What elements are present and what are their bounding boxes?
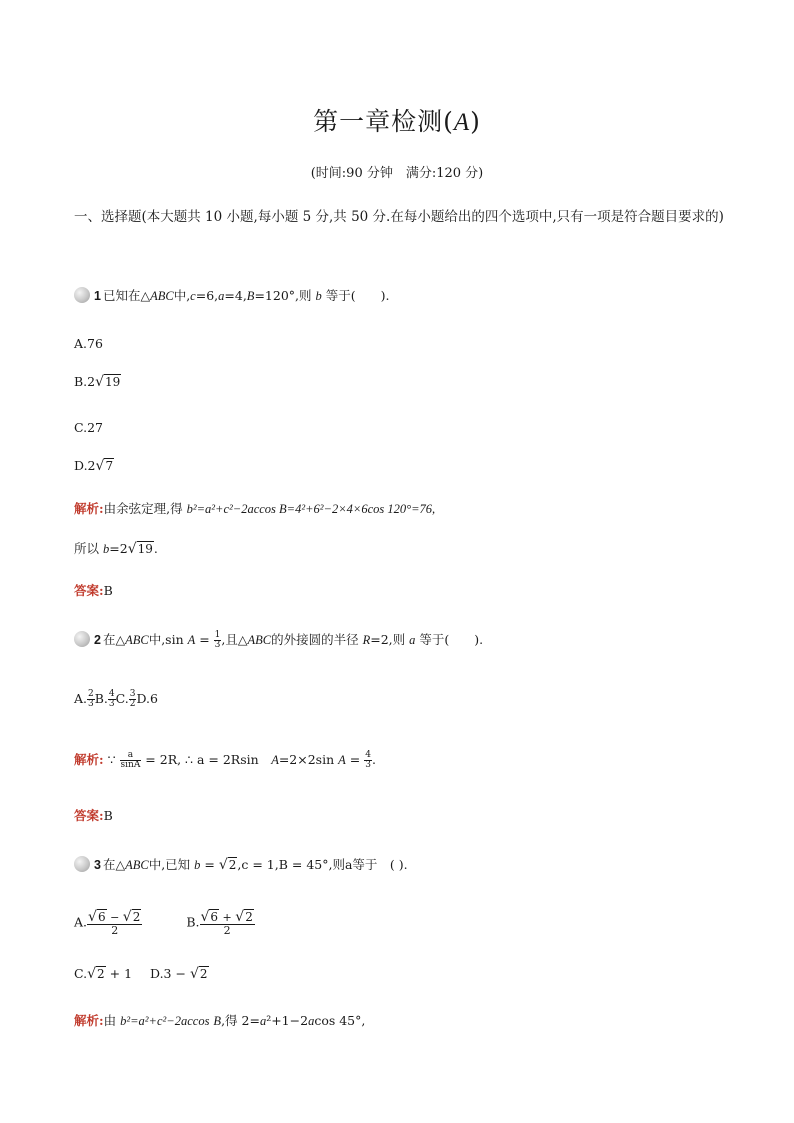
q3-options-ab: A. $\frac{√6 - √2}{2}$ B. $\frac{√6 + √2}{2}$	[74, 909, 253, 937]
answer-label: 答案:	[74, 583, 104, 598]
q1-option-c: C.27	[74, 420, 103, 435]
q3-solution: 解析:由 b²=a²+c²−2accos B,得 2=a²+1−2acos 45°,	[74, 1013, 366, 1028]
q3-options-cd: C.√2 + 1 D.3 − √2	[74, 966, 208, 982]
question-3: 3 在△ABC中,已知 b = √2,c = 1,B = 45°,则a等于 ( ).	[74, 855, 408, 873]
question-1: 1 已知在△ABC中,c=6,a=4,B=120°,则 b 等于( ).	[74, 286, 389, 304]
q2-answer: 答案:B	[74, 808, 113, 823]
analysis-label: 解析:	[74, 501, 104, 516]
section-heading: 一、选择题(本大题共 10 小题,每小题 5 分,共 50 分.在每小题给出的四个选项中,只有一项是符合题目要求的)	[74, 209, 724, 225]
question-2: 2 在△ABC中,sin A = $\frac{1}{3}$ ,且△ABC的外接圆的半径 R=2,则 a 等于( ).	[74, 630, 483, 650]
page-subtitle: (时间:90 分钟 满分:120 分)	[310, 166, 484, 181]
question-marker-icon	[74, 856, 90, 872]
question-marker-icon	[74, 631, 90, 647]
q2-solution: 解析: ∵ $\frac{a}{\sin A}$ = 2R, ∴ a = 2Rsin A=2×2sin A = $\frac{4}{3}$ .	[74, 750, 376, 770]
question-marker-icon	[74, 287, 90, 303]
q1-answer: 答案:B	[74, 583, 113, 598]
q2-options: A. $\frac{2}{3}$ B. $\frac{4}{3}$ C. $\frac{3}{2}$ D.6	[74, 689, 158, 709]
q1-option-d: D.2√7	[74, 458, 114, 474]
q1-option-b: B.2√19	[74, 374, 121, 390]
q1-solution-line2: 所以 b=2√19.	[74, 541, 158, 557]
page-title: 第一章检测(A)	[313, 107, 481, 136]
q1-option-a: A.76	[74, 336, 103, 351]
q1-solution: 解析:由余弦定理,得 b²=a²+c²−2accos B=4²+6²−2×4×6cos 120°=76,	[74, 501, 436, 516]
